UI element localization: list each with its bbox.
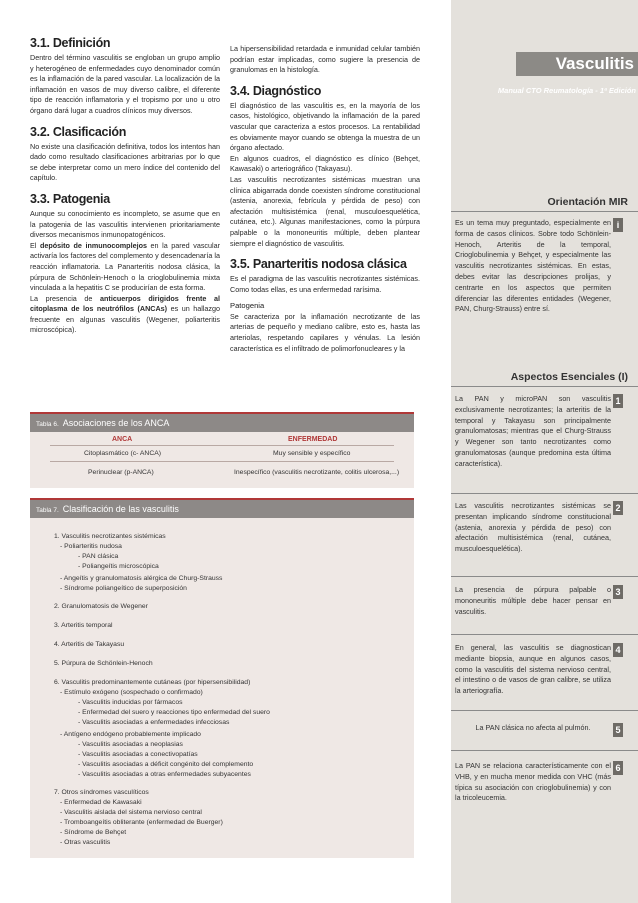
info-icon: i	[613, 218, 623, 232]
paragraph	[30, 294, 220, 336]
paragraph: Las vasculitis necrotizantes sistémicas muestran una clínica abigarrada donde coexisten síndrome constitucional (astenia, anorexia, febrícula y pérdida de peso) con afectación multisistémica (renal, musculoesquelética, cutánea, etc.). Algunas manifestaciones, como la púrpura palpable o la mononeuritis múltiple, deben plantear siempre el diagnóstico de vasculitis.	[230, 174, 420, 248]
table-title: Clasificación de las vasculitis	[62, 504, 179, 514]
list-item: 7. Otros síndromes vasculíticos	[54, 789, 149, 796]
orientation-heading: Orientación MIR	[547, 196, 628, 208]
table-label: Tabla 6.	[36, 421, 59, 428]
paragraph: Es el paradigma de las vasculitis necrotizantes sistémicas. Como todas ellas, es una enfermedad rarísima.	[230, 274, 420, 294]
column-header: ENFERMEDAD	[288, 436, 338, 443]
essential-note-1	[455, 394, 625, 470]
essential-note-3	[455, 585, 625, 617]
note-number: 3	[613, 585, 623, 599]
section-title: 3.3. Patogenia	[30, 191, 110, 206]
subsection-title: Patogenia	[230, 301, 265, 311]
list-item: 6. Vasculitis predominantemente cutáneas (por hipersensibilidad)	[54, 679, 251, 686]
orientation-note	[455, 218, 625, 315]
list-item: - Vasculitis asociadas a otras enfermedades subyacentes	[78, 771, 251, 778]
essentials-heading: Aspectos Esenciales (I)	[510, 371, 628, 383]
note-text: La PAN y microPAN son vasculitis exclusivamente necrotizantes; la arteritis de la temporal y Takayasu son principalmente granulomatosas; mientras que el Churg-Strauss y Wegener son tanto necrotizantes como granulomatosas (aunque predomina esta última característica).	[455, 394, 611, 468]
left-column	[30, 36, 220, 336]
list-item: 2. Granulomatosis de Wegener	[54, 603, 148, 610]
divider	[50, 461, 394, 462]
list-item: - Vasculitis asociadas a neoplasias	[78, 741, 183, 748]
table-cell: Perinuclear (p-ANCA)	[88, 469, 154, 476]
text: El	[30, 240, 40, 250]
section-title: 3.1. Definición	[30, 36, 111, 50]
text: La presencia de	[30, 293, 101, 303]
list-item: - Enfermedad de Kawasaki	[60, 799, 142, 806]
list-item: - Vasculitis aislada del sistema nervioso central	[60, 809, 202, 816]
divider	[451, 750, 638, 751]
note-text: En general, las vasculitis se diagnostican mediante biopsia, aunque en algunos casos, como la vasculitis del sistema nervioso central, el intestino o de vasos de gran calibre, se utiliza la arteriografía.	[455, 643, 611, 696]
list-item: - Síndrome poliangeítico de superposición	[60, 585, 187, 592]
note-number: 2	[613, 501, 623, 515]
paragraph: Aunque su conocimiento es incompleto, se asume que en la patogenia de las vasculitis intervienen prioritariamente diversos mecanismos inmunopatogénicos.	[30, 208, 220, 240]
middle-column	[230, 44, 420, 354]
list-item: - Síndrome de Behçet	[60, 829, 127, 836]
table-header	[30, 412, 414, 432]
list-item: - Vasculitis asociadas a déficit congénito del complemento	[78, 761, 254, 768]
paragraph: No existe una clasificación definitiva, todos los intentos han dado como resultado clasificaciones arbitrarias por lo que se debe interpretar como un mero índice del contenido del capítulo.	[30, 141, 220, 183]
essential-note-4	[455, 643, 625, 697]
section-title: 3.5. Panarteritis nodosa clásica	[230, 257, 407, 272]
paragraph: La hipersensibilidad retardada e inmunidad celular también podrían estar implicadas, como sugiere la presencia de granulomas en la histología.	[230, 44, 420, 75]
section-title: 3.4. Diagnóstico	[230, 83, 322, 98]
section-title: 3.2. Clasificación	[30, 124, 127, 139]
table-label: Tabla 7.	[36, 507, 59, 514]
note-text: La PAN clásica no afecta al pulmón.	[475, 723, 591, 732]
divider	[451, 576, 638, 577]
table-title: Asociaciones de los ANCA	[62, 418, 170, 428]
chapter-title: Vasculitis	[516, 52, 638, 76]
sidebar	[451, 0, 638, 903]
text: es un hallazgo frecuente en algunas vasculitis (Wegener, poliarteritis microscópica).	[30, 304, 220, 335]
note-number: 5	[613, 723, 623, 737]
note-number: 4	[613, 643, 623, 657]
list-item: - Poliangeítis microscópica	[78, 563, 159, 570]
list-item: - Enfermedad del suero y reacciones tipo enfermedad del suero	[78, 709, 270, 716]
table-cell: Citoplasmático (c- ANCA)	[84, 450, 162, 457]
essential-note-5	[455, 723, 625, 734]
list-item: - Vasculitis inducidas por fármacos	[78, 699, 183, 706]
note-text: Es un tema muy preguntado, especialmente en forma de casos clínicos. Sobre todo Schönlein-Henoch, Arteritis de la temporal, Crioglobulinemia y Behçet, y especialmente las vasculitis necrotizantes sistémicas. En estas, debes evitar las descripciones prolijas, y centrarte en los aspectos que permiten diferenciar las diferentes entidades (Wegener, PAN, Churg-Strauss) entre sí.	[455, 218, 611, 314]
table-cell: Inespecífico (vasculitis necrotizante, colitis ulcerosa,...)	[234, 469, 400, 476]
list-item: - PAN clásica	[78, 553, 119, 560]
list-item: - Antígeno endógeno probablemente implicado	[60, 731, 201, 738]
note-text: Las vasculitis necrotizantes sistémicas se presentan implicando síndrome constitucional (astenia, anorexia y pérdida de peso) con afectación multisistémica (renal, cutánea, musculoesquelética).	[455, 501, 611, 554]
paragraph	[30, 241, 220, 294]
list-item: 3. Arteritis temporal	[54, 622, 113, 629]
list-item: - Estímulo exógeno (sospechado o confirmado)	[60, 689, 203, 696]
note-number: 6	[613, 761, 623, 775]
list-item: 5. Púrpura de Schönlein-Henoch	[54, 660, 153, 667]
paragraph: Dentro del término vasculitis se engloban un grupo amplio y heterogéneo de enfermedades cuyo denominador común es la inflamación de la pared vascular. La localización de la inflamación en vasos de muy diverso calibre, el diferente tipo de reacción inflamatoria y el tropismo por uno u otro órgano dará lugar a cuadros clínicos muy diversos.	[30, 53, 220, 115]
paragraph: Se caracteriza por la inflamación necrotizante de las arterias de pequeño y mediano calibre, esto es, hasta las arteriolas, respetando capilares y vénulas. La lesión característica es el infiltrado de polimorfonucleares y la	[230, 311, 420, 353]
list-item: - Poliarteritis nudosa	[60, 543, 122, 550]
divider	[50, 445, 394, 446]
divider	[451, 386, 638, 387]
list-item: - Vasculitis asociadas a conectivopatías	[78, 751, 198, 758]
paragraph: En algunos cuadros, el diagnóstico es clínico (Behçet, Kawasaki) o arteriográfico (Takayasu).	[230, 153, 420, 174]
divider	[451, 493, 638, 494]
essential-note-2	[455, 501, 625, 555]
list-item: - Tromboangeítis obliterante (enfermedad de Buerger)	[60, 819, 223, 826]
essential-note-6	[455, 761, 625, 804]
divider	[451, 710, 638, 711]
table-cell: Muy sensible y específico	[273, 450, 351, 457]
note-number: 1	[613, 394, 623, 408]
list-item: 1. Vasculitis necrotizantes sistémicas	[54, 533, 166, 540]
bold-text: depósito de inmunocomplejos	[39, 240, 147, 250]
table-classification	[30, 498, 414, 858]
chapter-subtitle: Manual CTO Reumatología - 1ª Edición	[497, 86, 636, 95]
table-anca	[30, 412, 414, 488]
list-item: - Angeítis y granulomatosis alérgica de Churg-Strauss	[60, 575, 223, 582]
list-item: - Otras vasculitis	[60, 839, 111, 846]
column-header: ANCA	[112, 436, 133, 443]
note-text: La PAN se relaciona característicamente con el VHB, y en mucha menor medida con VHC (más típica su asociación con crioglobulinemia) y con la tricoleucemia.	[455, 761, 611, 803]
paragraph: El diagnóstico de las vasculitis es, en la mayoría de los casos, histológico, objetivando la inflamación de la pared vascular que caracteriza a estos procesos. La rentabilidad es obviamente mayor cuando se obtenga la muestra de un órgano afectado.	[230, 100, 420, 153]
divider	[451, 211, 638, 212]
note-text: La presencia de púrpura palpable o mononeuritis múltiple debe hacer pensar en vasculitis.	[455, 585, 611, 616]
divider	[451, 634, 638, 635]
list-item: - Vasculitis asociadas a enfermedades infecciosas	[78, 719, 230, 726]
text: en la pared vascular activaría los factores del complemento y desencadenaría la reacción inflamatoria. La Panarteritis nodosa clásica, la púrpura de Schönlein-Henoch o la crioglobulinemia mixta vinculada a la hepatitis C se producirían de esta forma.	[30, 240, 220, 293]
table-header	[30, 498, 414, 518]
list-item: 4. Arteritis de Takayasu	[54, 641, 125, 648]
bold-text: anticuerpos dirigidos frente al citoplasma de los neutrófilos (ANCAs)	[30, 293, 220, 314]
